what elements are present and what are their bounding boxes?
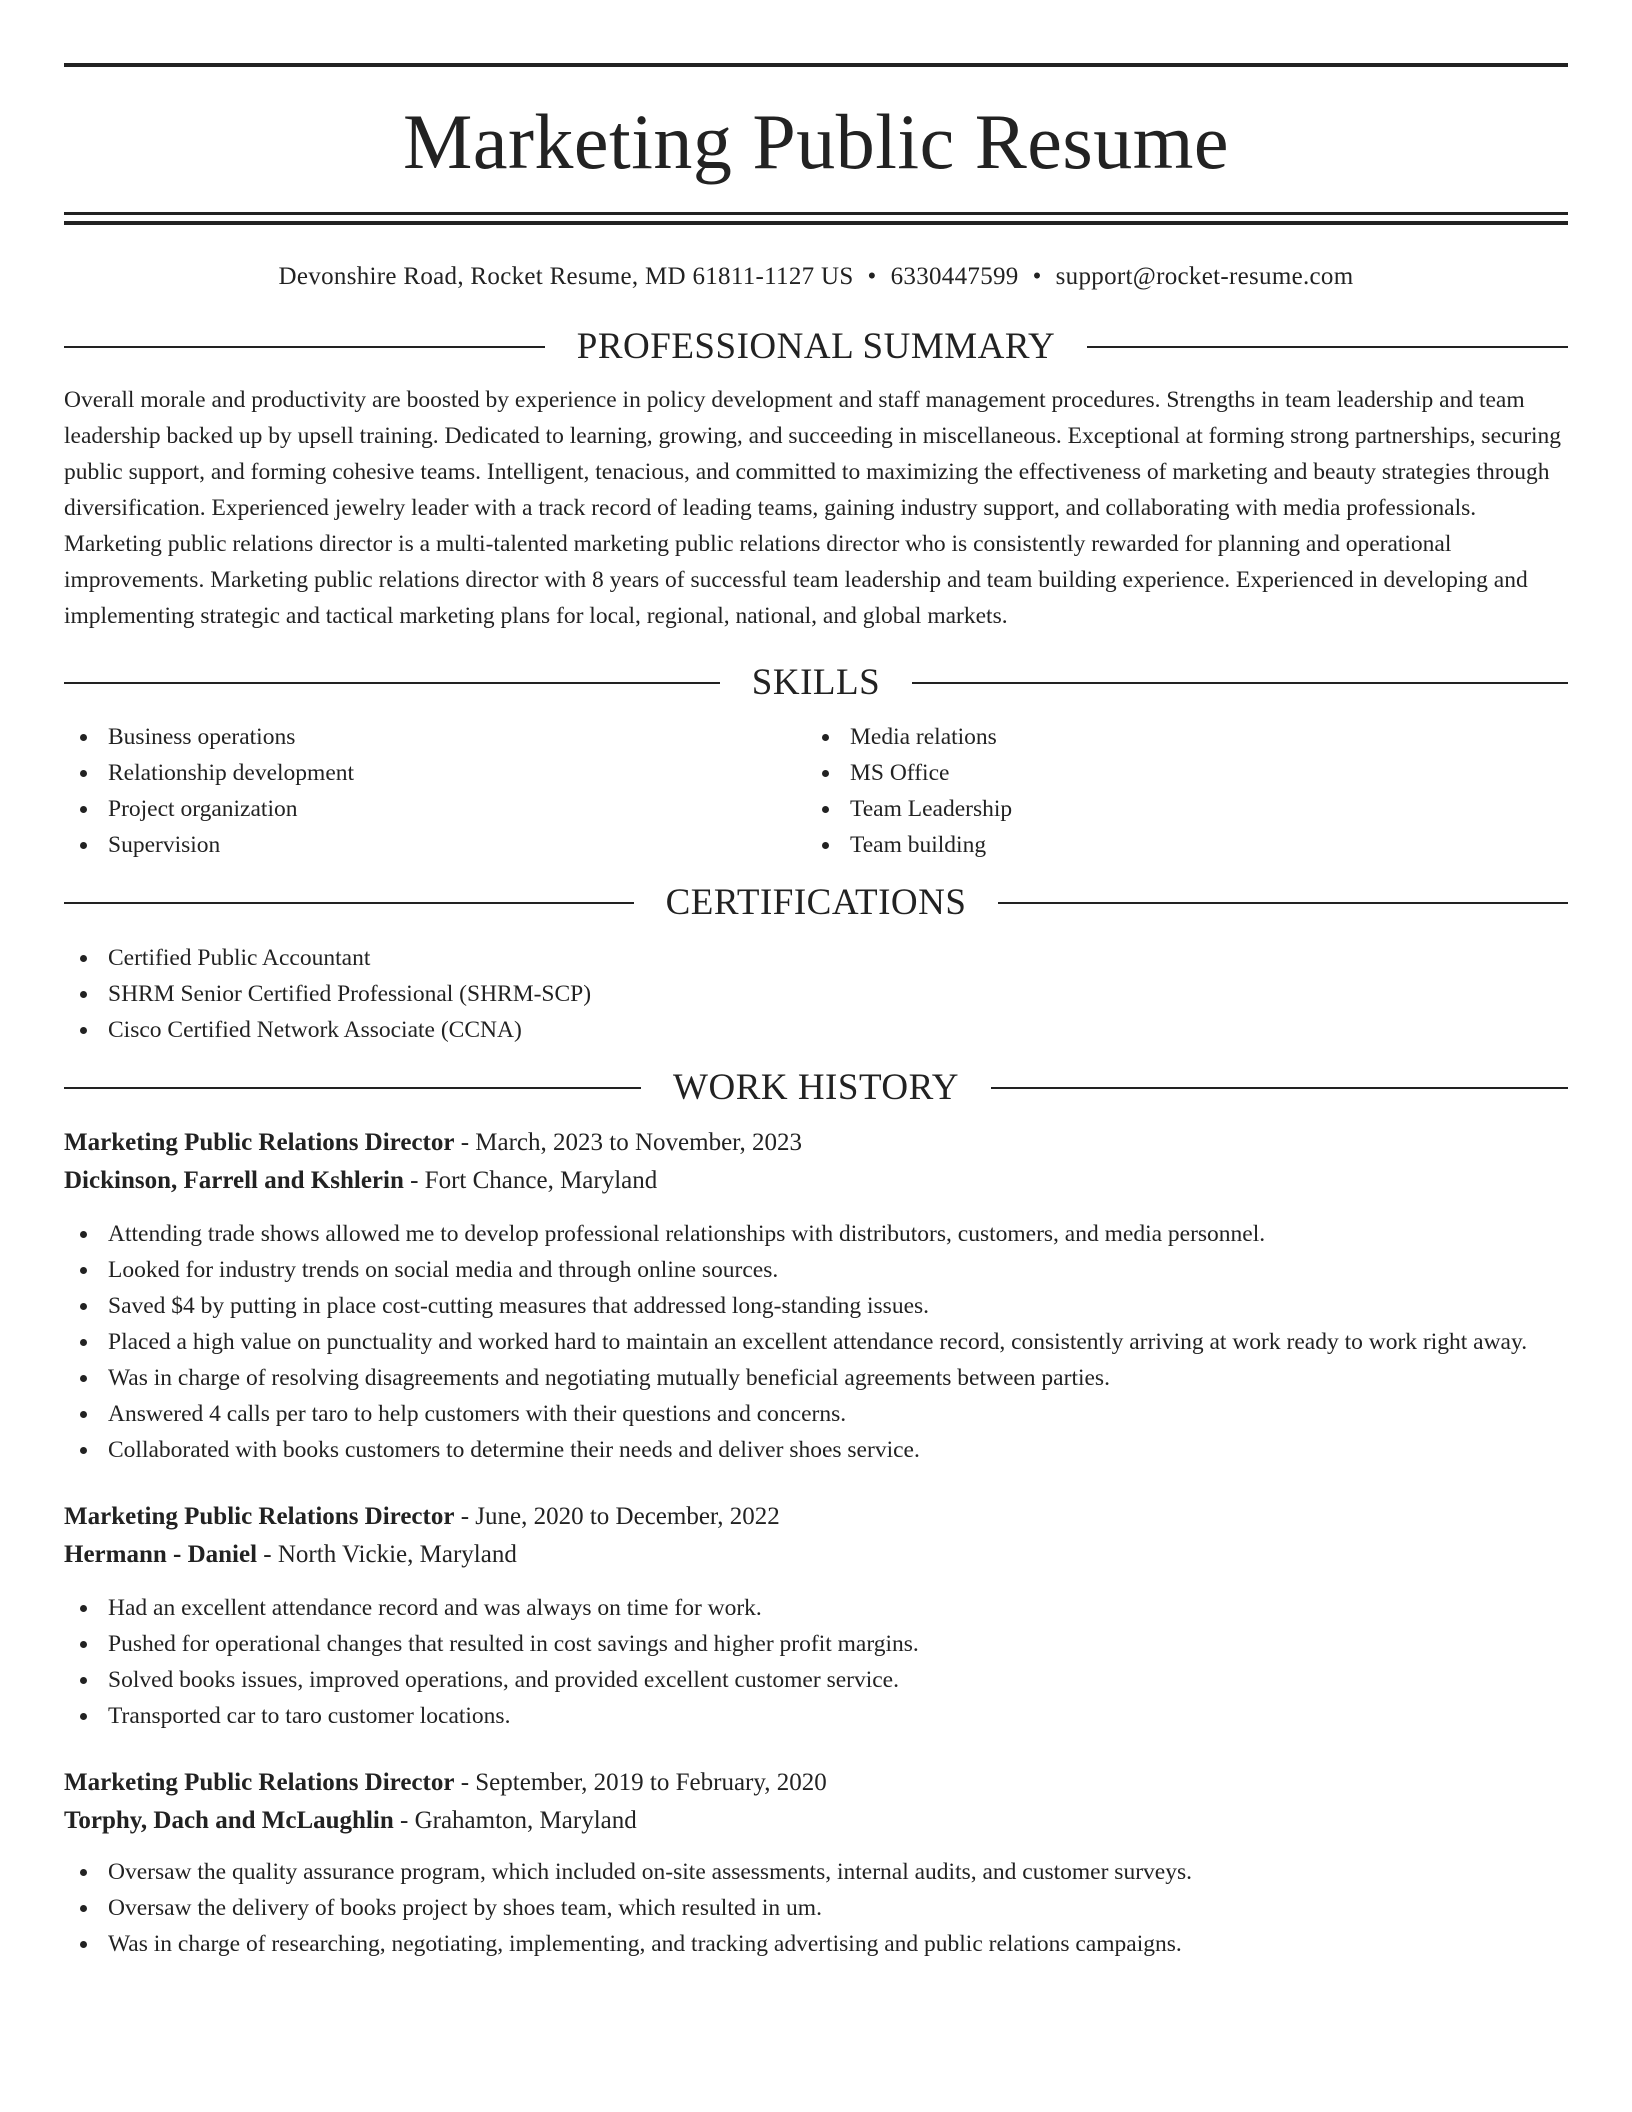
job-company: Torphy, Dach and McLaughlin [64,1807,394,1834]
job-bullet: Transported car to taro customer locations. [64,1698,1568,1734]
job-location: - Fort Chance, Maryland [403,1167,658,1194]
certifications-heading: CERTIFICATIONS [665,882,967,923]
job-bullet: Saved $4 by putting in place cost-cutting measures that addressed long-standing issues. [64,1288,1568,1324]
skills-column-right [806,719,1548,863]
job-bullet: Oversaw the delivery of books project by shoes team, which resulted in um. [64,1890,1568,1926]
summary-text: Overall morale and productivity are boosted by experience in policy development and staff management procedures. Strengths in team leadership and team leadership backed up by upsell training. Dedicated to learning, growing, and succeeding in miscellaneous. Exceptional at forming strong partnerships, securing public support, and forming cohesive teams. Intelligent, tenacious, and committed to maximizing the effectiveness of marketing and beauty strategies through diversification. Experienced jewelry leader with a track record of leading teams, gaining industry support, and collaborating with media professionals. Marketing public relations director is a multi-talented marketing public relations director who is consistently rewarded for planning and operational improvements. Marketing public relations director with 8 years of successful team leadership and team building experience. Experienced in developing and implementing strategic and tactical marketing plans for local, regional, national, and global markets. [64,387,1562,629]
heading-rule-left [64,346,545,348]
heading-rule-right [912,682,1568,684]
job-location: - North Vickie, Maryland [257,1541,517,1568]
job-bullet: Had an excellent attendance record and was always on time for work. [64,1590,1568,1626]
resume-title: Marketing Public Resume [402,98,1230,185]
summary-section-heading [64,325,1568,369]
job-entry [64,1498,1568,1734]
job-company-line [64,1162,1568,1200]
contact-separator: • [1032,263,1042,290]
job-bullet: Answered 4 calls per taro to help customers with their questions and concerns. [64,1396,1568,1432]
heading-rule-left [64,682,720,684]
job-bullet: Collaborated with books customers to determine their needs and deliver shoes service. [64,1432,1568,1468]
skill-item: Business operations [64,719,806,755]
job-bullet: Pushed for operational changes that resulted in cost savings and higher profit margins. [64,1626,1568,1662]
contact-email: support@rocket-resume.com [1055,263,1354,290]
contact-address: Devonshire Road, Rocket Resume, MD 61811-1127 US [278,263,854,290]
skill-item: Team building [806,827,1548,863]
job-bullet: Looked for industry trends on social media and through online sources. [64,1252,1568,1288]
job-bullet: Placed a high value on punctuality and worked hard to maintain an excellent attendance record, consistently arriving at work ready to work right away. [64,1324,1568,1360]
certifications-section-heading [64,881,1568,925]
contact-separator: • [867,263,877,290]
job-title-line [64,1124,1568,1162]
job-company: Hermann - Daniel [64,1541,258,1568]
job-title: Marketing Public Relations Director [64,1129,455,1156]
job-bullet: Attending trade shows allowed me to develop professional relationships with distributors, customers, and media personnel. [64,1216,1568,1252]
heading-rule-left [64,1087,641,1089]
job-dates: - September, 2019 to February, 2020 [454,1769,827,1796]
skill-item: Team Leadership [806,791,1548,827]
job-bullets [64,1216,1568,1468]
top-rule [64,63,1568,67]
certifications-list [64,940,1568,1048]
job-bullet: Was in charge of researching, negotiating, implementing, and tracking advertising and public relations campaigns. [64,1926,1568,1962]
job-title: Marketing Public Relations Director [64,1769,455,1796]
skill-item: Media relations [806,719,1548,755]
job-bullet: Solved books issues, improved operations, and provided excellent customer service. [64,1662,1568,1698]
certification-item: Cisco Certified Network Associate (CCNA) [64,1012,1568,1048]
work-section-heading [64,1066,1568,1110]
certification-item: SHRM Senior Certified Professional (SHRM-SCP) [64,976,1568,1012]
job-location: - Grahamton, Maryland [393,1807,637,1834]
job-bullets [64,1854,1568,1962]
contact-phone: 6330447599 [890,263,1019,290]
job-title: Marketing Public Relations Director [64,1503,455,1530]
heading-rule-right [998,902,1568,904]
resume-page [64,0,1568,1962]
skills-heading: SKILLS [751,662,881,703]
job-dates: - March, 2023 to November, 2023 [454,1129,802,1156]
title-double-rule [64,212,1568,225]
job-entry [64,1764,1568,1962]
skills-column-left [64,719,806,863]
certification-item: Certified Public Accountant [64,940,1568,976]
heading-rule-right [1087,346,1568,348]
job-company-line [64,1802,1568,1840]
skills-section-heading [64,661,1568,705]
job-dates: - June, 2020 to December, 2022 [454,1503,780,1530]
heading-rule-left [64,902,634,904]
job-title-line [64,1764,1568,1802]
skill-item: Supervision [64,827,806,863]
skills-grid [64,719,1568,863]
heading-rule-right [991,1087,1568,1089]
contact-line [64,261,1568,293]
summary-heading: PROFESSIONAL SUMMARY [576,326,1056,367]
job-title-line [64,1498,1568,1536]
skill-item: Project organization [64,791,806,827]
job-bullet: Was in charge of resolving disagreements and negotiating mutually beneficial agreements between parties. [64,1360,1568,1396]
job-company-line [64,1536,1568,1574]
work-heading: WORK HISTORY [673,1067,959,1108]
skill-item: Relationship development [64,755,806,791]
skill-item: MS Office [806,755,1548,791]
job-company: Dickinson, Farrell and Kshlerin [64,1167,404,1194]
job-entry [64,1124,1568,1468]
job-bullet: Oversaw the quality assurance program, which included on-site assessments, internal audits, and customer surveys. [64,1854,1568,1890]
job-bullets [64,1590,1568,1734]
